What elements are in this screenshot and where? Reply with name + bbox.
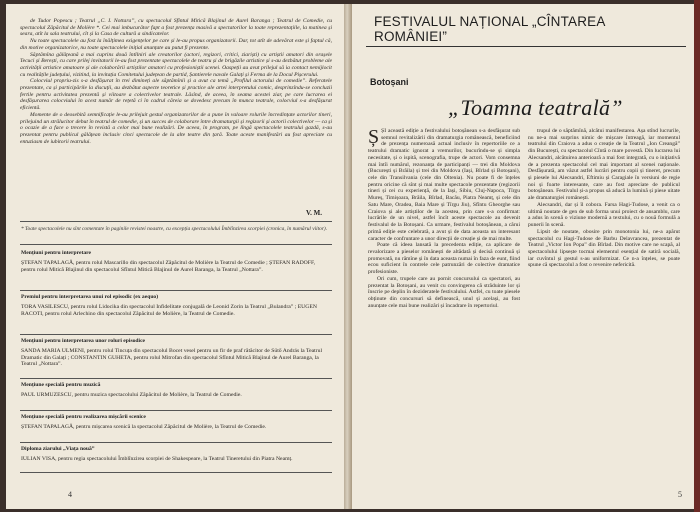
divider: [20, 410, 332, 411]
divider: [20, 378, 332, 379]
section-heading: Mențiuni pentru interpretare: [21, 250, 92, 256]
article-column-2: [528, 128, 680, 496]
column-paragraph: Alecsandri, dar și îl cobora. Farsa Hagi-Tudose, a venit ca o ultimă noutate de gen de sub forma unui proiect de ansamblu, care a adus în scenă o viziune modernă a textului, cu o nouă formulă a punerii în scenă.: [528, 201, 680, 229]
award-entry: TORA VASILESCU, pentru rolul Lidocika din spectacolul Infidelitate conjugală de Leonid Zorin la Teatrul „Bulandra” ; EUGEN RACOTI, pentru rolul Arlechino din spectacolul Zăpăcitul de Molière, la Teatrul de Comedie.: [21, 304, 317, 317]
column-paragraph: ȘȘI această ediție a festivalului botoșănean s-a desfășurat sub semnul revitalizării din dramaturgia românească, beneficiind de prezența numeroasă actual inclusiv în repertoriile ce a teatrului dramatic ignorat a vremurilor, bucurîndu-se și simpla necesitate, și o ispită, scenografia, trupe de actori. Vom consemna mai întîi numărul, rezonanța de participanți — trei din Moldova (București și Brăila) și trei din Moldova (Iași, Bîrlad și Botoșani), cele din Transilvania (cele din Oltenia). Nu poate fi de înțeles pentru oricine că sînt și mai multe spectacole prezentate (regizorii tineri și cei cu experiență, de la Iași, Sibiu, Cluj-Napoca, Tîrgu Mureș, Timișoara, Brăila, Bîrlad, Bacău, Piatra Neamț, și cele din Satu Mare, Oradea, Baia Mare și Tîrgu Jiu), Sfîntu Gheorghe sau Craiova și ale artiștilor de la acestea, prin care s-a confirmat: lucrările de un nivel, astfel încît aceste spectacole au devenit festivalul de la Botoșani. Ca urmare, festivalul botoșănean, a cărui primă ediție este celebrată, a avut și de data aceasta un interesant caracter de confruntare a unor direcții de creație și de mai multe.: [368, 128, 520, 242]
drop-cap: Ș: [368, 128, 380, 148]
footnote: * Toate spectacolele nu sînt comentate în paginile revistei noastre, cu excepția spectacolului Îmblînzirea scorpiei (cronica, în numărul viitor).: [21, 226, 328, 232]
award-entry: ȘTEFAN TAPALAGĂ, pentru rolul Mascarillo din spectacolul Zăpăcitul de Molière la Teatrul de Comedie ; ȘTEFAN RADOFF, pentru rolul Mitică Blajinul din spectacolul Sfîntul Mitică Blajinul de Aurel Baranga, la Teatrul „Nottara”.: [21, 260, 316, 273]
section-heading: Mențiune specială pentru realizarea mișcării scenice: [21, 414, 146, 420]
divider: [20, 290, 332, 291]
city-label: Botoșani: [370, 77, 409, 87]
page-number: 4: [68, 490, 72, 499]
intro-paragraph: de Tudor Popescu ; Teatrul „C. I. Nottara”, cu spectacolul Sfîntul Mitică Blajinul de Aurel Baranga ; Teatrul de Comedie, cu spectacolul Zăpăcitul de Molière *. Cei mai imbucurător fapt a fost prezența masivă a spectatorilor la toate reprezentațiile, la matinea și seara, atît la sala teatrului, cît și la Casa de cultură a sindicatelor.: [20, 18, 332, 38]
divider: [20, 221, 332, 222]
column-paragraph: Lipsit de noutate, obosire prin monotonia lui, ne-a apărut spectacolul cu Hagi-Tudose de Barbu Delavrancea, prezentat de Teatrul „Victor Ion Popa” din Bîrlad. Din motive care ne scapă, al spectacolului lipsește tocmai elementul esențial de satiră socială, iar cuvîntul și gestul s-au uniformizat. Ce n-a înțeles, se poate spune că spectacolul a fost o revenire nefericită.: [528, 228, 680, 269]
divider: [20, 472, 332, 473]
author-signature: V. M.: [306, 209, 323, 217]
header-rule: [366, 46, 686, 47]
section-heading: Mențiuni pentru interpretarea unor roluri episodice: [21, 338, 146, 344]
intro-paragraph: Săptămîna gălățeană a mai cuprins două întîlniri ale creatorilor (actori, regizori, critici, ziariști) cu artiștii amatori din orașele Tecuci și Berești, cu care prilej invitatorii le-au fost prezentate spectacolele de teatru și de brigăzile artistice și s-au dezbătut probleme ale activității artistice amatoare și ale colaborării artiștilor amatori cu profesioniștii scenei. Oaspeții au avut prilejul să ia contact nemijlocit cu realitățile județului, vizitind, la invitația Comitetului județean de partid, Șantierele navale Galați și Ferma de la Docul Pișcerului.: [20, 51, 332, 78]
article-headline: „Toamna teatrală”: [448, 95, 623, 120]
right-page: [352, 4, 694, 509]
festival-header: FESTIVALUL NAȚIONAL „CÎNTAREA ROMÂNIEI”: [374, 14, 605, 44]
section-heading: Premiul pentru interpretarea unui rol episodic (ex aequo): [21, 294, 159, 300]
binding-edge: [694, 0, 700, 512]
section-heading: Mențiune specială pentru muzică: [21, 382, 101, 388]
intro-paragraph: Momente de o deosebită semnificație le-au prilejuit gestul organizatorilor de a pune în valoare rolurile încredințate actorilor tineri, prilejuind un strălucitor debut în teatrul de comedie, și un succes de colaborare între dramaturgii și regizorii și actorii colectivelor — ca și o ocazie de a face o trecere în revistă a celor mai bune realizări. De aceea, în program, pe lîngă spectacolele teatrului gazdă, s-au prezentat pentru publicul gălățean inclusiv cinci spectacole de la alte teatre din țară. Toate aceste manifestări au fost apreciate cu entuziasm de iubitorii teatrului.: [20, 111, 332, 145]
column-paragraph: Poate că ideea lansată la precedenta ediție, ca aplicare de revalorizare a pieselor românești de altădată și decisă continuă și promovată, nu rămîne și în data aceasta numai în faza de eunt, fiind ecou suficient în contrele cele patrunzări de colective dramatice profesioniste.: [368, 242, 520, 276]
divider: [20, 334, 332, 335]
award-entry: SANDA MARIA ULMENI, pentru rolul Tincuța din spectacolul Bocet vesel pentru un fir de praf rătăcitor de Sütő András la Teatrul Dramatic din Galați ; CONSTANTIN GUHETA, pentru rolul Mitrofan din spectacolul Sfîntul Mitică Blajinul de Aurel Baranga, la Teatrul „Nottara”.: [21, 348, 323, 368]
article-column-1: [368, 128, 520, 496]
award-entry: ȘTEFAN TAPALAGĂ, pentru mișcarea scenică la spectacolul Zăpăcitul de Molière, la Teatrul de Comedie.: [21, 424, 267, 430]
award-entry: IULIAN VISA, pentru regia spectacolului Îmblînzirea scorpiei de Shakespeare, la Teatrul Tineretului din Piatra Neamț.: [21, 456, 293, 462]
page-number: 5: [678, 490, 682, 499]
intro-paragraph: Colocviul propriu-zis s-a desfășurat în trei dimineți ale săptămînii și a avut ca temă „Profilul actorului de comedie”. Referatele prezentate, ca și participările la discuții, au dezbătut aspecte teoretice și practice ale artei interpretului comic, desprinzîndu-se concluzii fertile pentru activitatea prezentă și viitoare a colectivelor teatrale. Lăsînd, de aceea, în seama acestei ziar, pe care lucrarea ei desfășurarea colocviului în acest număr de rețetă ci în cadrul căreia se dovedesc precum în munca teatrale, colocviul s-a desfășurat eficientă.: [20, 78, 332, 112]
section-heading: Diploma ziarului „Viața nouă”: [21, 446, 95, 452]
column-paragraph: Ori cum, trupele care au pornit concursului ca spectatori, au prezentat la Botoșani, au venit cu convingerea că străduinte lor și înscrie pe deplin în dezideratele festivalului. Astfel, cu toate piesele obținute din concursuri să definească, unul și același, au fost anunțate cele mai bune realizări și încadrare în repertoriul.: [368, 275, 520, 309]
column-paragraph: trupul de o săptămînă, alcătui manifestarea. Așa stînd lucrurile, nu ne-a mai surprins nimic de mișcare întreagă, iar momentul teatrului din Craiova a adus o creație de la Teatrul „Ion Creangă” din București, cu spectacolul Cîntă o mare povestă. Din lucrarea lui Alecsandri, alcătuirea anterioară a mai fost integrată, cu o inițiativă de a prezenta spectacolul cel mai important al scenei naționale. Desfășurată, am văzut astfel lucrări pentru copii și tineret, precum și piesele lui Alecsandri, Eftimiu și Caragiale în versiuni de regie noi și foarte interesante, care au fost apreciate de publicul botoșănean. Festivalul și-a propus să aducă la lumină și piese uitate ale dramaturgiei românești.: [528, 128, 680, 202]
divider: [20, 442, 332, 443]
award-entry: PAUL URMUZESCU, pentru muzica spectacolului Zăpăcitul de Molière, la Teatrul de Comedie.: [21, 392, 242, 398]
divider: [20, 244, 332, 245]
left-page: [6, 4, 344, 509]
intro-paragraph: Nu toate spectacolele au fost la înălțimea exigențelor pe care și le-au propus organizatorii. Dar, tot atît de adevărat este și faptul că, din motive organizatorice, nu toate spectacolele inițial anunțate au putut fi prezente.: [20, 38, 332, 51]
left-intro-text: [20, 18, 332, 206]
page-gutter: [344, 4, 352, 509]
